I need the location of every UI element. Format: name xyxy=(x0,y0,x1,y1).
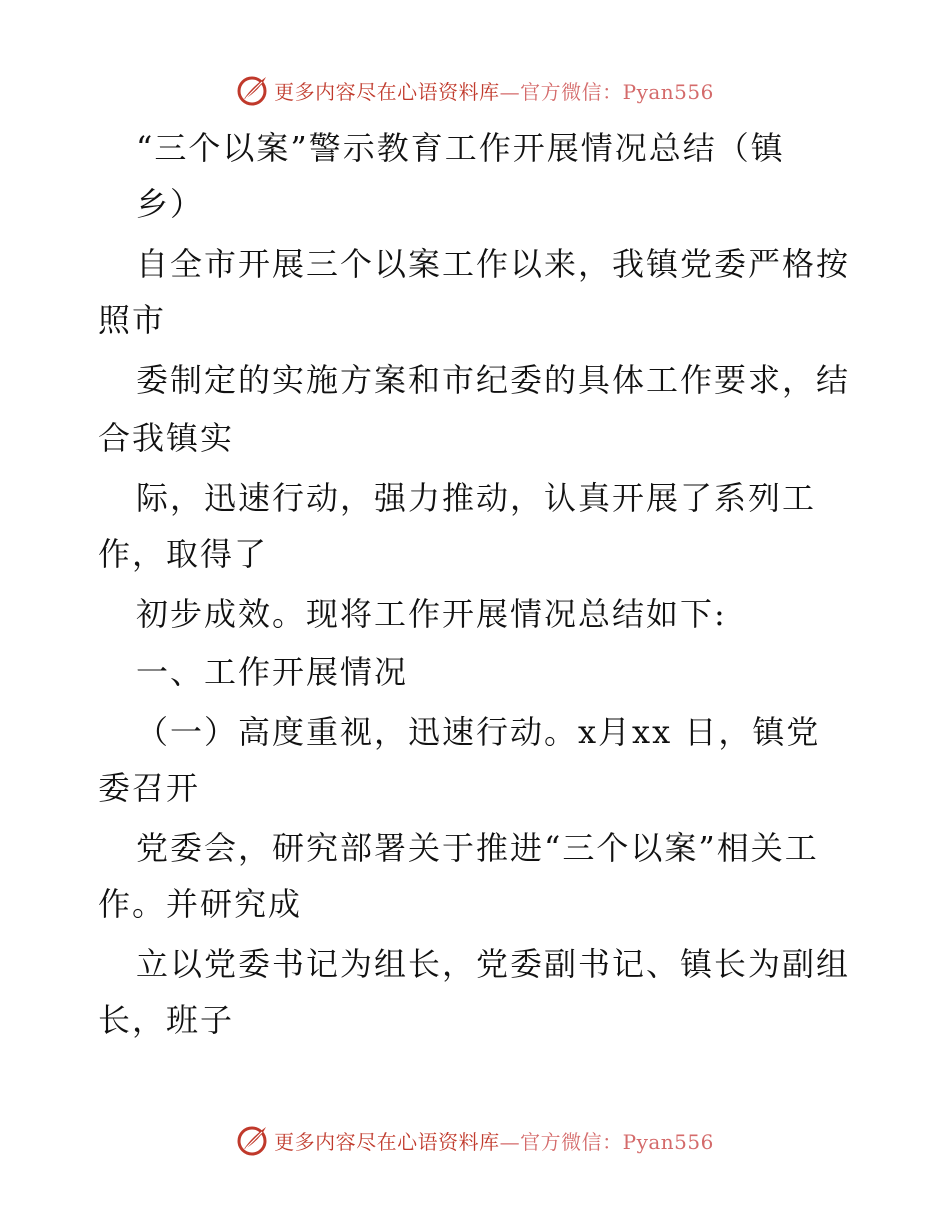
text-line: 长，班子 xyxy=(98,1001,235,1039)
footer-site-text: 更多内容尽在心语资料库 xyxy=(274,1129,500,1154)
text-line: 委制定的实施方案和市纪委的具体工作要求，结 xyxy=(136,361,851,399)
header-banner xyxy=(0,70,950,110)
text-line: 自全市开展三个以案工作以来，我镇党委严格按 xyxy=(136,245,851,283)
document-title-line-2: 乡） xyxy=(136,185,205,223)
text-line: 照市 xyxy=(98,301,167,339)
footer-banner xyxy=(0,1120,950,1160)
feather-logo-icon xyxy=(236,73,270,107)
header-site-text: 更多内容尽在心语资料库 xyxy=(274,79,500,104)
section-heading: 一、工作开展情况 xyxy=(136,653,409,691)
text-line: 委召开 xyxy=(98,769,201,807)
text-line: （一）高度重视，迅速行动。x月xx 日，镇党 xyxy=(136,713,821,751)
text-line: 作。并研究成 xyxy=(98,885,303,923)
text-line: 初步成效。现将工作开展情况总结如下: xyxy=(136,595,727,633)
text-line: 际，迅速行动，强力推动，认真开展了系列工 xyxy=(136,479,817,517)
footer-banner-text xyxy=(274,1126,714,1155)
feather-logo-icon xyxy=(236,1123,270,1157)
text-line: 党委会，研究部署关于推进“三个以案”相关工 xyxy=(136,829,819,867)
text-line: 立以党委书记为组长，党委副书记、镇长为副组 xyxy=(136,945,851,983)
text-line: 作，取得了 xyxy=(98,535,269,573)
header-banner-text xyxy=(274,76,714,105)
footer-contact-text: —官方微信：Pyan556 xyxy=(499,1129,714,1154)
header-contact-text: —官方微信：Pyan556 xyxy=(499,79,714,104)
document-title-line-1: “三个以案”警示教育工作开展情况总结（镇 xyxy=(136,129,785,167)
text-line: 合我镇实 xyxy=(98,419,235,457)
